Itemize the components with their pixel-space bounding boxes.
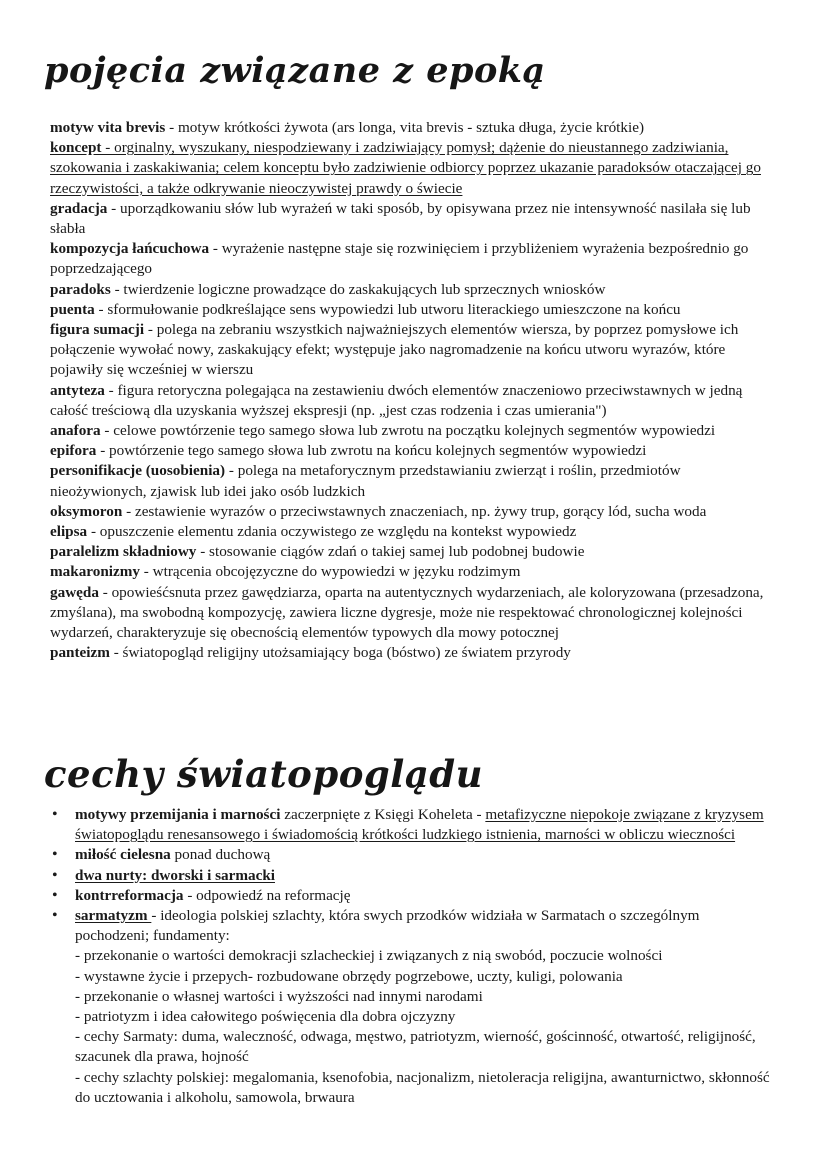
entry-panteizm — [50, 643, 772, 663]
entry-paralelizm — [50, 542, 772, 562]
entry-definition: - polega na zebraniu wszystkich najważniejszych elementów wiersza, by poprzez pomysłowe ich połączenie wywołać nowy, zaskakujący efekt; występuje jako nagromadzenie na końcu utworu wyrazów, które pojawiły się wcześniej w wierszu — [50, 321, 739, 379]
entry-term: oksymoron — [50, 502, 123, 520]
entry-definition: - zestawienie wyrazów o przeciwstawnych znaczeniach, np. żywy trup, gorący lód, sucha woda — [122, 502, 707, 520]
entry-term: elipsa — [50, 523, 88, 541]
entry-personifikacje — [50, 461, 772, 501]
worldview-list — [50, 805, 772, 1108]
entry-epifora — [50, 441, 772, 461]
entry-term: puenta — [50, 300, 95, 318]
entry-definition: - powtórzenie tego samego słowa lub zwrotu na końcu kolejnych segmentów wypowiedzi — [96, 442, 647, 460]
bullet-item-przemijanie — [50, 805, 772, 845]
entry-definition: - uporządkowaniu słów lub wyrażeń w taki sposób, by opisywana przez nie intensywność nasilała się lub słabła — [50, 199, 751, 238]
entry-term: panteizm — [50, 644, 110, 662]
entry-term: koncept — [50, 139, 102, 157]
entry-antyteza — [50, 381, 772, 421]
entry-definition: - wtrącenia obcojęzyczne do wypowiedzi w języku rodzimym — [140, 563, 521, 581]
entry-term: motyw vita brevis — [50, 119, 166, 136]
bullet-term: kontrreformacja — [75, 886, 184, 904]
sarmatyzm-point: - cechy szlachty polskiej: megalomania, ksenofobia, nacjonalizm, nietoleracja religijna, awanturnictwo, skłonność do ucztowania i alkoholu, samowola, brwaura — [75, 1068, 770, 1106]
entry-definition: - opuszczenie elementu zdania oczywistego ze względu na kontekst wypowiedz — [87, 523, 577, 541]
entry-definition: - twierdzenie logiczne prowadzące do zaskakujących lub sprzecznych wniosków — [110, 280, 606, 298]
entry-term: figura sumacji — [50, 321, 145, 339]
entry-definition: - opowieśćsnuta przez gawędziarza, oparta na autentycznych wydarzeniach, ale koloryzowana (przesadzona, zmyślana), ma swobodną kompozycję, zawiera liczne dygresje, może nie respektować chronologicznej kolejności wydarzeń, charakteryzuje się obecnością elementów typowych dla mowy potocznej — [50, 583, 764, 642]
entry-puenta — [50, 300, 772, 320]
entry-gradacja — [50, 199, 772, 239]
bullet-item-sarmatyzm — [50, 906, 772, 1108]
entry-term: epifora — [50, 442, 97, 460]
bullet-text: - odpowiedź na reformację — [183, 886, 351, 904]
bullet-icon: • — [52, 846, 58, 864]
entry-gaweda — [50, 583, 772, 644]
entry-paradoks — [50, 280, 772, 300]
entry-elipsa — [50, 522, 772, 542]
section-title-concepts: pojęcia związane z epoką — [44, 50, 546, 91]
entry-term: gradacja — [50, 199, 108, 217]
entry-definition: - stosowanie ciągów zdań o takiej samej lub podobnej budowie — [196, 543, 585, 561]
entry-kompozycja-lancuchowa — [50, 239, 772, 279]
bullet-term: miłość cielesna — [75, 846, 171, 864]
bullet-text: ponad duchową — [170, 846, 271, 864]
sarmatyzm-point: - wystawne życie i przepych- rozbudowane obrzędy pogrzebowe, uczty, kuligi, polowania — [75, 967, 623, 985]
concepts-list — [50, 118, 772, 663]
section-title-worldview: cechy światopoglądu — [44, 752, 484, 796]
sarmatyzm-point: - patriotyzm i idea całowitego poświęcenia dla dobra ojczyzny — [75, 1008, 456, 1026]
entry-definition: - polega na metaforycznym przedstawianiu zwierząt i roślin, przedmiotów nieożywionych, zjawisk lub idei jako osób ludzkich — [50, 462, 681, 500]
entry-figura-sumacji — [50, 320, 772, 381]
bullet-icon: • — [52, 907, 58, 925]
entry-anafora — [50, 421, 772, 441]
bullet-term: sarmatyzm — [75, 907, 152, 925]
bullet-icon: • — [52, 886, 58, 904]
entry-koncept — [50, 138, 772, 199]
sarmatyzm-point: - przekonanie o własnej wartości i wyższości nad innymi narodami — [75, 987, 483, 1005]
entry-definition: - motyw krótkości żywota (ars longa, vita brevis - sztuka długa, życie krótkie) — [165, 119, 645, 136]
entry-definition: - figura retoryczna polegająca na zestawieniu dwóch elementów znaczeniowo przeciwstawnych w jedną całość treściową dla uzyskania wyższej ekspresji (np. „jest czas rodzenia i czas umierania") — [50, 381, 743, 419]
entry-vita-brevis — [50, 118, 772, 138]
entry-definition: - orginalny, wyszukany, niespodziewany i zadziwiający pomysł; dążenie do nieustannego zadziwiania, szokowania i zaskakiwania; celem konceptu było zadziwienie odbiorcy poprzez ukazanie paradoksów otaczającej go rzeczywistości, a także odkrywanie nieoczywistej prawdy o świecie — [50, 139, 761, 197]
bullet-term: motywy przemijania i marności — [75, 806, 281, 823]
entry-term: paradoks — [50, 280, 111, 298]
entry-makaronizmy — [50, 562, 772, 582]
sarmatyzm-point: - cechy Sarmaty: duma, waleczność, odwaga, męstwo, patriotyzm, wierność, gościnność, otwartość, religijność, szacunek dla prawa, hojność — [75, 1028, 756, 1066]
entry-definition: - wyrażenie następne staje się rozwinięciem i przybliżeniem wyrażenia bezpośrednio go poprzedzającego — [50, 240, 749, 278]
entry-term: antyteza — [50, 381, 105, 399]
entry-term: anafora — [50, 422, 101, 440]
entry-term: paralelizm składniowy — [50, 543, 197, 561]
bullet-text: zaczerpnięte z Księgi Koheleta - — [280, 806, 486, 823]
bullet-underlined-text: metafizyczne niepokoje związane z kryzysem światopoglądu renesansowego i świadomością krótkości ludzkiego istnienia, marności w obliczu wieczności — [75, 806, 764, 844]
bullet-text: - ideologia polskiej szlachty, która swych przodków widziała w Sarmatach o szczególnym pochodzeni; fundamenty: — [75, 907, 700, 945]
entry-oksymoron — [50, 502, 772, 522]
entry-term: kompozycja łańcuchowa — [50, 240, 210, 258]
entry-definition: - światopogląd religijny utożsamiający boga (bóstwo) ze światem przyrody — [109, 644, 571, 662]
bullet-icon: • — [52, 806, 58, 823]
entry-term: makaronizmy — [50, 563, 140, 581]
entry-term: personifikacje (uosobienia) — [50, 462, 226, 480]
entry-definition: - celowe powtórzenie tego samego słowa lub zwrotu na początku kolejnych segmentów wypowiedzi — [100, 422, 716, 440]
bullet-item-milosc — [50, 845, 772, 865]
bullet-icon: • — [52, 866, 58, 884]
sarmatyzm-point: - przekonanie o wartości demokracji szlacheckiej i związanych z nią swobód, poczucie wolności — [75, 947, 663, 965]
bullet-term: dwa nurty: dworski i sarmacki — [75, 866, 275, 884]
bullet-item-kontrreformacja — [50, 886, 772, 906]
entry-definition: - sformułowanie podkreślające sens wypowiedzi lub utworu literackiego umieszczone na końcu — [94, 300, 681, 318]
bullet-item-nurty — [50, 866, 772, 886]
entry-term: gawęda — [50, 583, 99, 601]
